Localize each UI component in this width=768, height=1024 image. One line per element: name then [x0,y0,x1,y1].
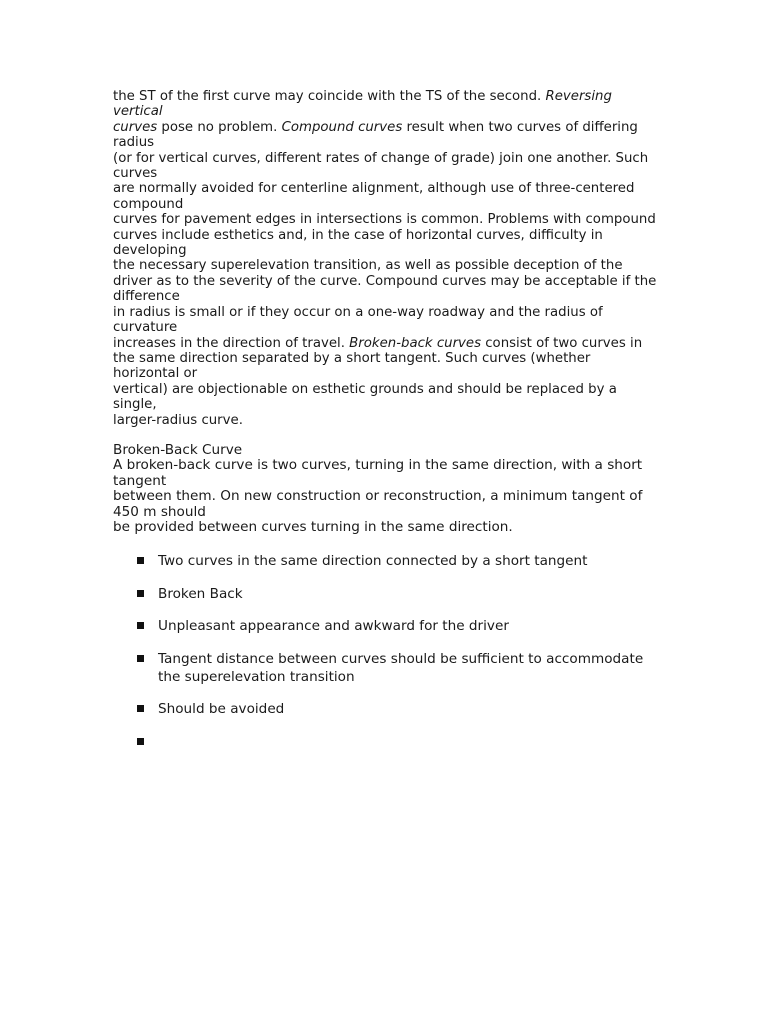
square-bullet-icon [137,622,144,629]
text-line: radius [113,135,155,151]
list-item [137,617,677,635]
text-line: A broken-back curve is two curves, turning in the same direction, with a short [113,457,643,474]
text-line: tangent [113,472,167,489]
bullet-text: Unpleasant appearance and awkward for the driver [158,618,509,634]
square-bullet-icon [137,738,144,745]
list-item [137,733,677,751]
text-line: (or for vertical curves, different rates of change of grade) join one another. Such [113,150,649,166]
text-line: curves for pavement edges in intersections is common. Problems with compound [113,212,656,228]
list-item [137,552,677,570]
text-line: the same direction separated by a short tangent. Such curves (whether [113,350,591,366]
text-line: are normally avoided for centerline alignment, although use of three-centered [113,181,635,197]
text-line: larger-radius curve. [113,412,243,428]
text-line: vertical [113,104,163,120]
text-line: difference [113,289,180,305]
broken-back-section [113,443,658,535]
bullet-text: Tangent distance between curves should be sufficient to accommodate [158,650,644,667]
bullet-text: the superelevation transition [158,668,355,685]
text-line: be provided between curves turning in the same direction. [113,518,513,535]
list-item [137,650,677,686]
paragraph-gap [113,428,658,443]
section-heading: Broken-Back Curve [113,441,243,458]
square-bullet-icon [137,557,144,564]
text-line: horizontal or [113,366,198,382]
text-line: increases in the direction of travel. Broken-back curves consist of two curves in [113,335,643,351]
intro-paragraph [113,89,658,428]
text-line: the necessary superelevation transition, as well as possible deception of the [113,258,623,274]
text-line: single, [113,397,157,413]
bullet-text: Should be avoided [158,701,285,717]
text-line: compound [113,196,184,212]
bullet-text [158,733,677,751]
text-line: developing [113,243,187,259]
text-line: curves pose no problem. Compound curves result when two curves of differing [113,119,638,135]
text-line: in radius is small or if they occur on a one-way roadway and the radius of [113,304,603,320]
square-bullet-icon [137,655,144,662]
text-line: the ST of the first curve may coincide with the TS of the second. Reversing [113,89,612,104]
text-line: 450 m should [113,503,206,520]
square-bullet-icon [137,705,144,712]
text-line: driver as to the severity of the curve. Compound curves may be acceptable if the [113,273,657,289]
text-line: curvature [113,320,178,336]
square-bullet-icon [137,590,144,597]
document-body [113,89,658,535]
text-line: curves [113,166,158,182]
list-item [137,585,677,603]
text-line: vertical) are objectionable on esthetic grounds and should be replaced by a [113,381,617,397]
text-line: between them. On new construction or reconstruction, a minimum tangent of [113,488,643,505]
bullet-text: Broken Back [158,585,243,602]
list-item [137,700,677,718]
bullet-list [137,552,677,765]
text-line: curves include esthetics and, in the case of horizontal curves, difficulty in [113,227,603,243]
bullet-text: Two curves in the same direction connected by a short tangent [158,553,588,569]
